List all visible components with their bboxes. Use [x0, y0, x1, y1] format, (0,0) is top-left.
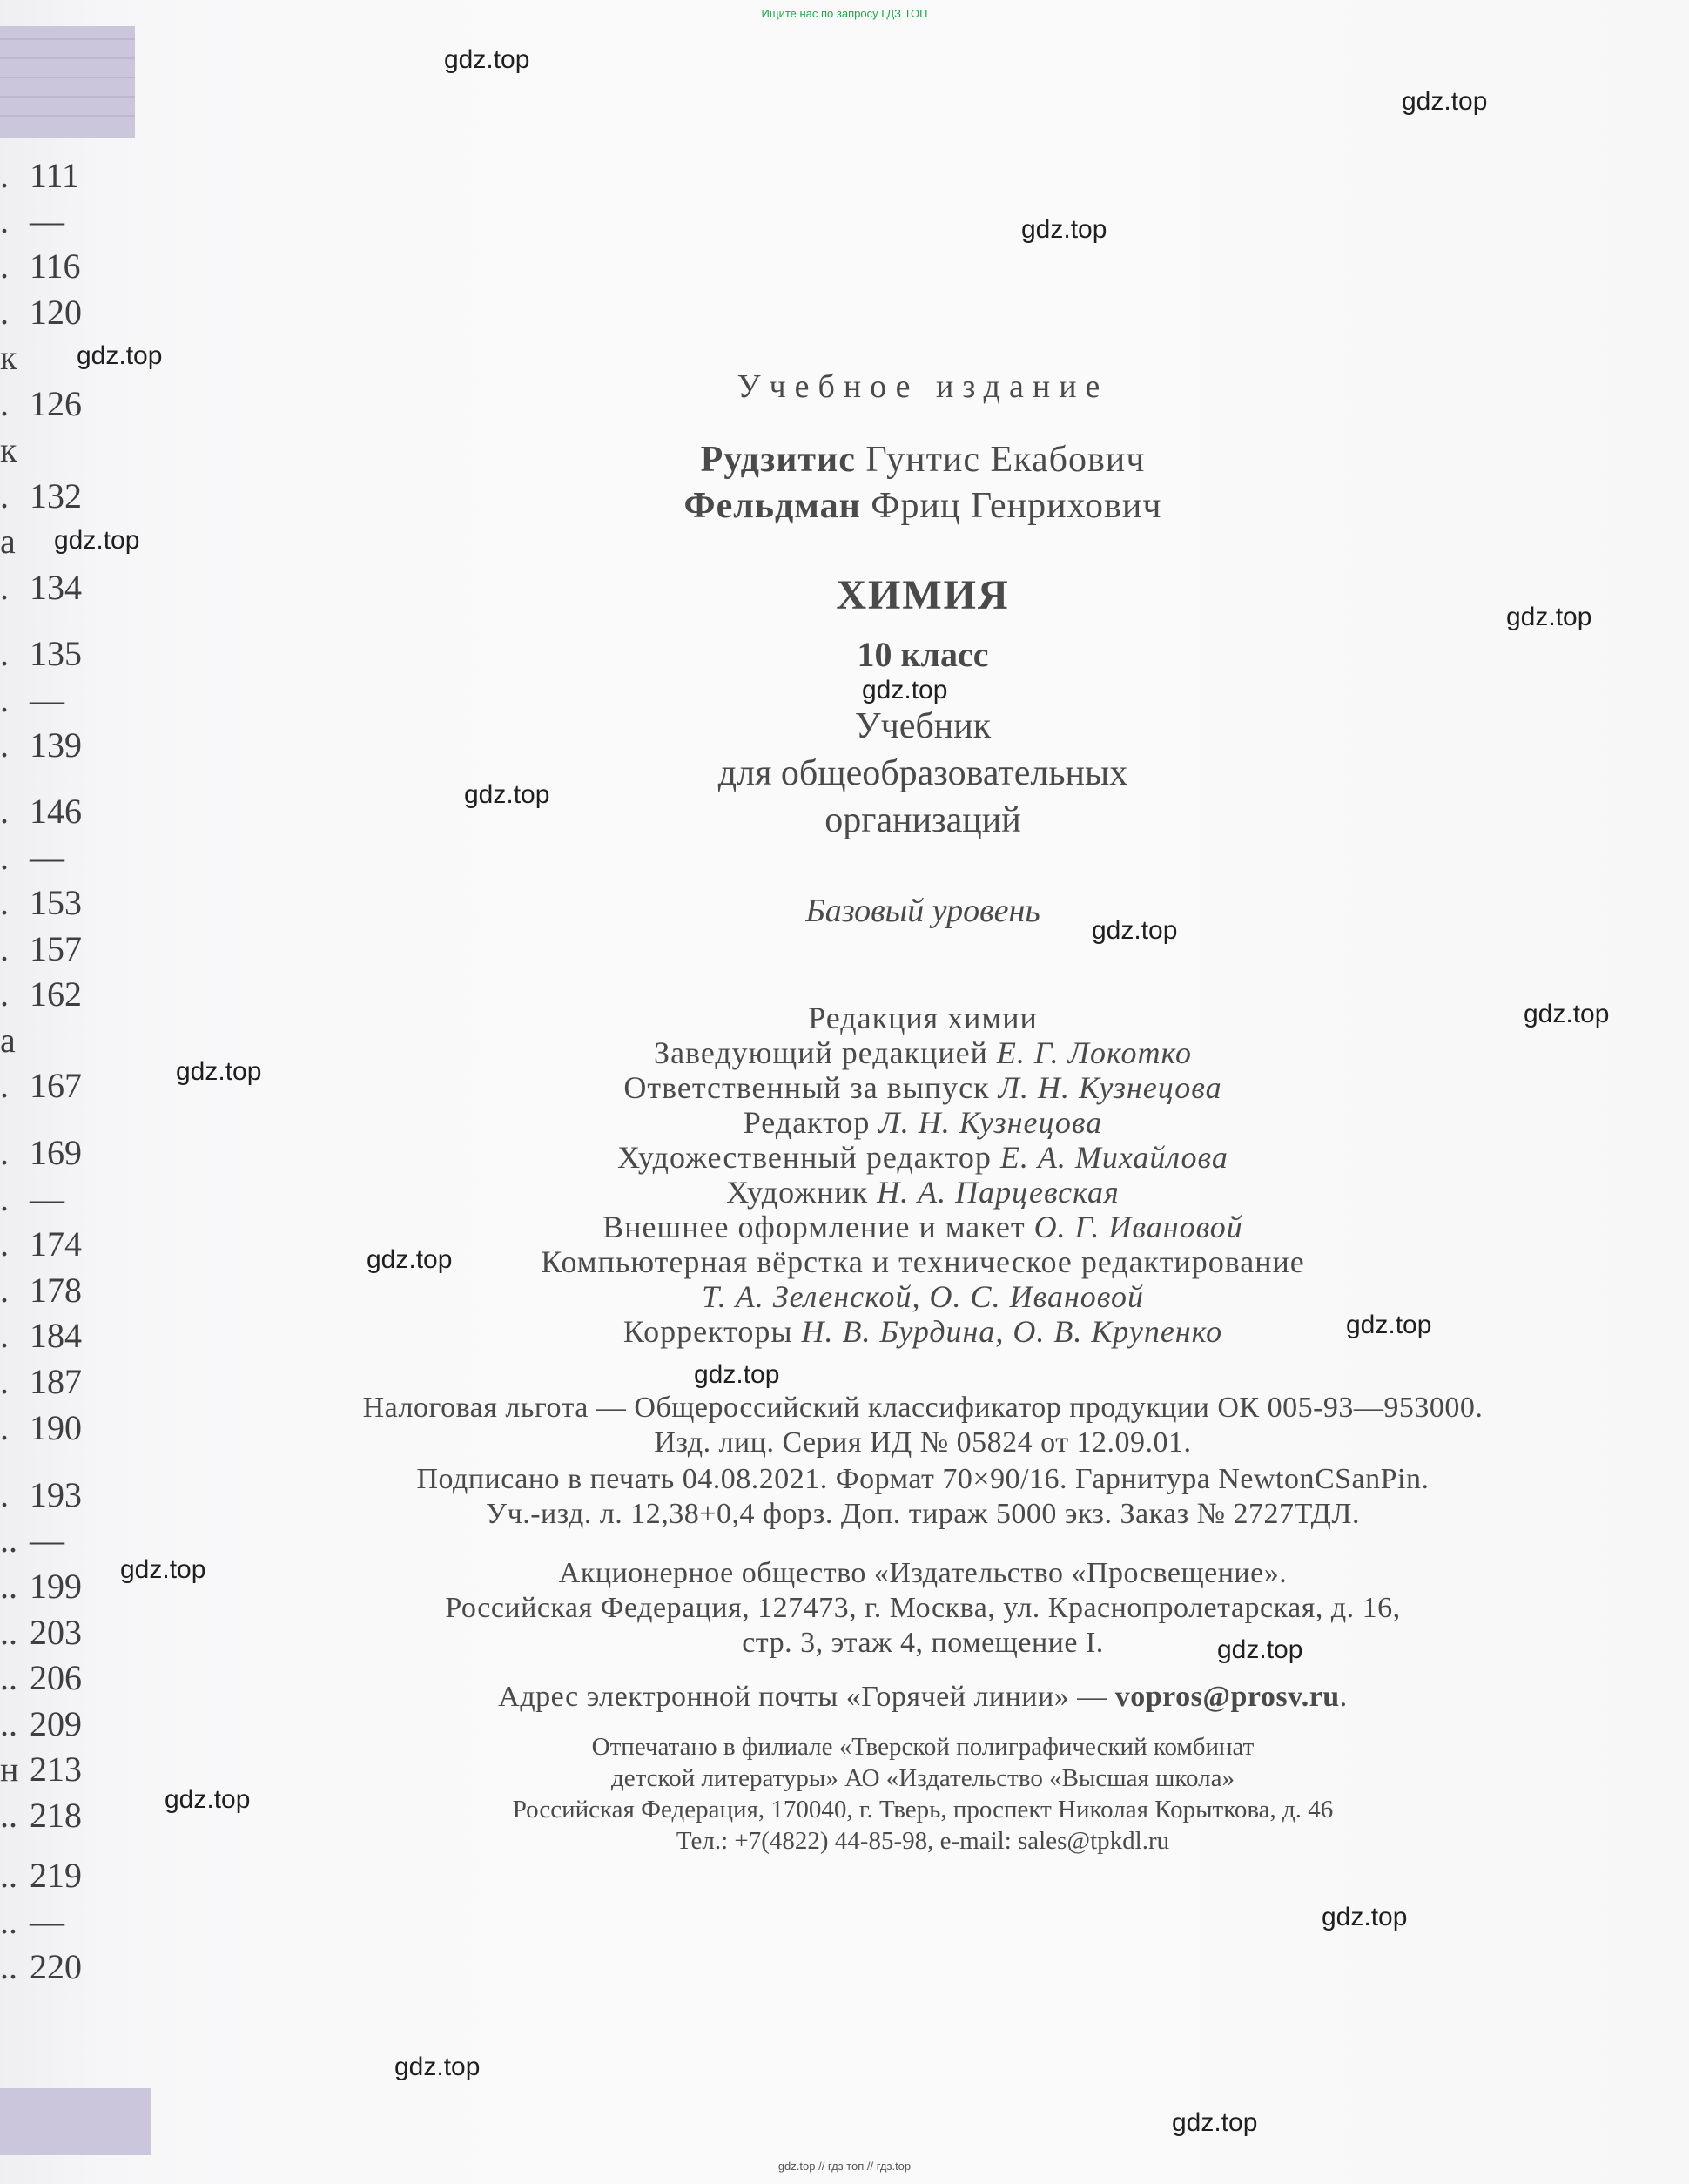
watermark-text: gdz.top — [444, 45, 530, 74]
toc-page-number: 209 — [30, 1704, 82, 1743]
grade-label: 10 класс — [857, 635, 989, 674]
watermark-text: gdz.top — [1172, 2108, 1258, 2137]
subtitle-line: организаций — [824, 800, 1021, 840]
toc-page-number: 220 — [30, 1947, 82, 1986]
toc-page-number: 219 — [30, 1856, 82, 1895]
credit-line — [244, 1139, 1602, 1176]
legal-line: Изд. лиц. Серия ИД № 05824 от 12.09.01. — [654, 1426, 1192, 1459]
toc-page-number: 167 — [30, 1066, 82, 1105]
subtitle-line: для общеобразовательных — [717, 753, 1128, 793]
toc-page-number: 203 — [30, 1613, 82, 1652]
author-line — [244, 485, 1602, 527]
subtitle-line: Учебник — [854, 706, 992, 746]
credit-role: Компьютерная вёрстка и техническое редактирование — [541, 1244, 1305, 1279]
toc-leader: . — [0, 157, 9, 195]
credit-role: Внешнее оформление и макет — [602, 1210, 1026, 1244]
watermark-text: gdz.top — [1092, 916, 1178, 945]
toc-leader: .. — [0, 1857, 17, 1895]
toc-page-number: 157 — [30, 929, 82, 968]
toc-leader: . — [0, 792, 9, 831]
toc-page-number: 213 — [30, 1749, 82, 1789]
credit-role: Художник — [726, 1175, 869, 1210]
toc-leader: .. — [0, 1521, 17, 1560]
publisher-line: Российская Федерация, 127473, г. Москва, ул. Краснопролетарская, д. 16, — [445, 1592, 1401, 1624]
toc-leader: . — [0, 1225, 9, 1264]
credit-role: Редакция химии — [808, 1001, 1038, 1035]
credit-line — [244, 1209, 1602, 1245]
toc-page-number: 184 — [30, 1316, 82, 1355]
toc-leader: . — [0, 1180, 9, 1218]
watermark-text: gdz.top — [120, 1555, 206, 1584]
legal-line: Подписано в печать 04.08.2021. Формат 70×90/16. Гарнитура NewtonCSanPin. — [416, 1463, 1430, 1495]
toc-leader: . — [0, 202, 9, 240]
top-banner: Ищите нас по запросу ГДЗ ТОП — [761, 7, 928, 20]
toc-page-number: 187 — [30, 1362, 82, 1401]
toc-leader: . — [0, 1476, 9, 1514]
credit-line — [244, 1104, 1602, 1141]
watermark-text: gdz.top — [1021, 215, 1107, 244]
watermark-text: gdz.top — [1506, 603, 1592, 631]
toc-page-number: 126 — [30, 384, 82, 423]
toc-leader: . — [0, 681, 9, 719]
watermark-text: gdz.top — [176, 1057, 262, 1086]
toc-leader: . — [0, 1363, 9, 1401]
toc-leader: . — [0, 1271, 9, 1310]
toc-page-number: 178 — [30, 1271, 82, 1310]
watermark-text: gdz.top — [1217, 1635, 1303, 1664]
book-title: ХИМИЯ — [836, 572, 1010, 618]
hotline-label: Адрес электронной почты «Горячей линии» — — [498, 1681, 1107, 1713]
legal-line: Налоговая льгота — Общероссийский классификатор продукции ОК 005-93—953000. — [362, 1392, 1484, 1424]
toc-page-number: — — [30, 838, 64, 877]
toc-page-number: — — [30, 1520, 64, 1560]
credit-line — [244, 1035, 1602, 1071]
printer-line: Тел.: +7(4822) 44-85-98, e-mail: sales@tpkdl.ru — [676, 1827, 1170, 1855]
toc-leader: к — [0, 339, 17, 377]
toc-page-number: 132 — [30, 476, 82, 516]
watermark-text: gdz.top — [1524, 1000, 1610, 1028]
watermark-text: gdz.top — [1402, 87, 1488, 116]
credit-person: Т. А. Зеленской, О. С. Ивановой — [702, 1279, 1144, 1314]
credit-role: Редактор — [743, 1105, 871, 1140]
toc-leader: .. — [0, 1567, 17, 1606]
credit-person: Е. А. Михайлова — [999, 1140, 1228, 1175]
toc-leader: . — [0, 884, 9, 922]
toc-page-number: — — [30, 1902, 64, 1941]
watermark-text: gdz.top — [77, 341, 163, 370]
credit-line — [244, 1069, 1602, 1106]
toc-leader: . — [0, 477, 9, 516]
level-label: Базовый уровень — [805, 893, 1040, 929]
watermark-text: gdz.top — [367, 1245, 453, 1274]
author-name: Гунтис Екабович — [865, 440, 1146, 480]
toc-leader: а — [0, 1021, 16, 1060]
credit-person: Е. Г. Локотко — [996, 1035, 1192, 1070]
author-surname: Рудзитис — [700, 440, 856, 480]
author-surname: Фельдман — [683, 486, 861, 526]
toc-leader: .. — [0, 1903, 17, 1941]
watermark-text: gdz.top — [694, 1360, 780, 1389]
hotline-email: vopros@prosv.ru — [1114, 1681, 1340, 1713]
toc-page-number: 153 — [30, 883, 82, 922]
toc-leader: к — [0, 431, 17, 469]
watermark-text: gdz.top — [165, 1785, 251, 1814]
watermark-text: gdz.top — [1346, 1311, 1432, 1339]
credit-line — [244, 1000, 1602, 1036]
hotline-end: . — [1339, 1681, 1348, 1713]
publisher-line: стр. 3, этаж 4, помещение I. — [742, 1627, 1104, 1659]
toc-page-number: 199 — [30, 1567, 82, 1606]
credit-role: Корректоры — [622, 1314, 793, 1349]
toc-leader: . — [0, 1409, 9, 1447]
watermark-text: gdz.top — [54, 526, 140, 555]
watermark-text: gdz.top — [862, 676, 948, 704]
credit-person: Н. В. Бурдина, О. В. Крупенко — [801, 1314, 1223, 1349]
watermark-text: gdz.top — [1322, 1903, 1408, 1931]
toc-page-number: 174 — [30, 1224, 82, 1264]
toc-page-number: — — [30, 1179, 64, 1218]
printer-line: Отпечатано в филиале «Тверской полиграфический комбинат — [591, 1733, 1255, 1761]
toc-leader: . — [0, 1134, 9, 1172]
toc-leader: а — [0, 522, 16, 561]
credit-line — [244, 1278, 1602, 1315]
toc-leader: .. — [0, 1659, 17, 1697]
toc-page-number: 206 — [30, 1658, 82, 1697]
printer-line: детской литературы» АО «Издательство «Высшая школа» — [611, 1764, 1235, 1792]
publisher-line: Акционерное общество «Издательство «Просвещение». — [558, 1557, 1288, 1589]
credit-role: Ответственный за выпуск — [623, 1070, 990, 1105]
toc-page-number: 111 — [30, 156, 80, 195]
credit-role: Заведующий редакцией — [654, 1035, 988, 1070]
credit-person: О. Г. Ивановой — [1033, 1210, 1243, 1244]
bottom-banner: gdz.top // гдз топ // гдз.top — [777, 2160, 912, 2173]
toc-page-number: 139 — [30, 725, 82, 765]
toc-page-number: 116 — [30, 246, 81, 286]
credit-person: Л. Н. Кузнецова — [998, 1070, 1222, 1105]
toc-page-number: — — [30, 201, 64, 240]
toc-leader: . — [0, 635, 9, 673]
edition-type: Учебное издание — [737, 368, 1109, 405]
author-line — [244, 439, 1602, 481]
hotline-line — [244, 1681, 1602, 1714]
printer-line: Российская Федерация, 170040, г. Тверь, проспект Николая Корыткова, д. 46 — [512, 1796, 1334, 1823]
toc-page-number: 190 — [30, 1408, 82, 1447]
credit-role: Художественный редактор — [617, 1140, 992, 1175]
toc-page-number: 169 — [30, 1133, 82, 1172]
toc-leader: . — [0, 1317, 9, 1355]
legal-line: Уч.-изд. л. 12,38+0,4 форз. Доп. тираж 5000 экз. Заказ № 2727ТДЛ. — [486, 1498, 1360, 1530]
watermark-text: gdz.top — [464, 780, 550, 809]
credit-person: Н. А. Парцевская — [877, 1175, 1120, 1210]
toc-page-number: 146 — [30, 792, 82, 831]
toc-page-number: 218 — [30, 1796, 82, 1835]
toc-leader: . — [0, 975, 9, 1014]
toc-leader: . — [0, 569, 9, 607]
toc-leader: . — [0, 726, 9, 765]
toc-leader: .. — [0, 1796, 17, 1835]
toc-page-number: 193 — [30, 1475, 82, 1514]
toc-page-number: 135 — [30, 634, 82, 673]
toc-leader: .. — [0, 1614, 17, 1652]
toc-leader: . — [0, 1067, 9, 1105]
toc-leader: . — [0, 930, 9, 968]
toc-page-number: 162 — [30, 974, 82, 1014]
credit-person: Л. Н. Кузнецова — [878, 1105, 1103, 1140]
toc-leader: . — [0, 247, 9, 286]
toc-leader: . — [0, 293, 9, 332]
toc-leader: .. — [0, 1948, 17, 1986]
toc-leader: . — [0, 839, 9, 877]
previous-page-contents-strip — [0, 0, 131, 2184]
watermark-text: gdz.top — [394, 2053, 481, 2081]
toc-page-number: 134 — [30, 568, 82, 607]
toc-page-number: 120 — [30, 293, 82, 332]
credit-line — [244, 1174, 1602, 1210]
toc-leader: .. — [0, 1705, 17, 1743]
toc-leader: н — [0, 1750, 19, 1789]
toc-leader: . — [0, 385, 9, 423]
author-name: Фриц Генрихович — [871, 486, 1162, 526]
toc-page-number: — — [30, 680, 64, 719]
